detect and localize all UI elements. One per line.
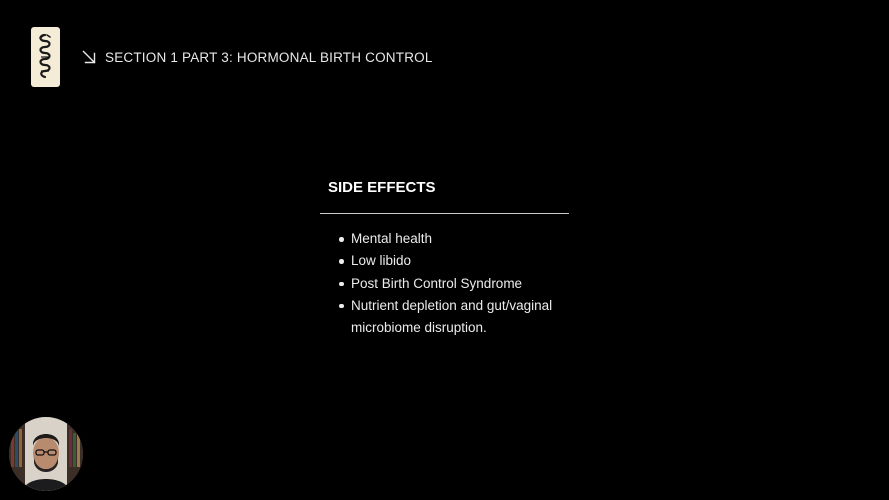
list-item: Mental health <box>336 228 556 250</box>
presenter-webcam <box>9 417 83 491</box>
section-title: SECTION 1 PART 3: HORMONAL BIRTH CONTROL <box>105 49 433 65</box>
list-item: Low libido <box>336 250 556 272</box>
section-header <box>82 47 433 67</box>
list-item: Nutrient depletion and gut/vaginal microbiome disruption. <box>336 295 556 340</box>
serpent-staff-logo-icon <box>31 27 60 87</box>
panel-title: SIDE EFFECTS <box>328 179 436 196</box>
brand-logo <box>31 27 60 87</box>
side-effects-panel <box>320 170 569 339</box>
presenter-avatar-icon <box>9 417 83 491</box>
side-effects-list <box>320 228 556 339</box>
arrow-down-right-icon <box>82 50 96 64</box>
list-item: Post Birth Control Syndrome <box>336 273 556 295</box>
divider <box>320 213 569 214</box>
